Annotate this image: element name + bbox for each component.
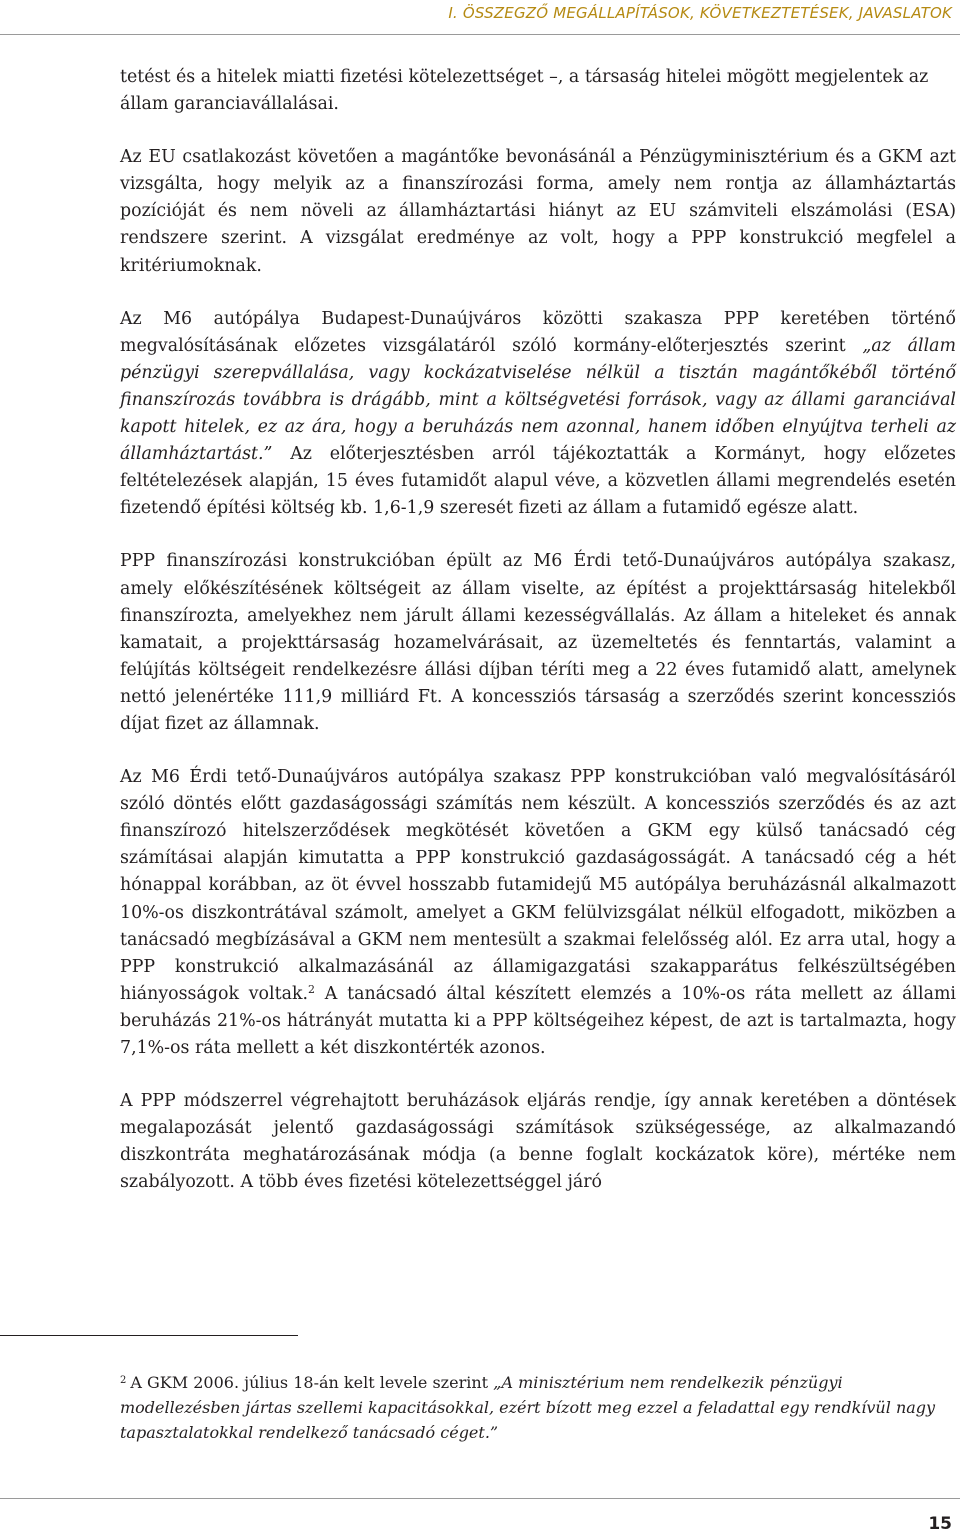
paragraph-5-continuation: A tanácsadó által készített elemzés a 10%-os ráta mellett az állami beruházás 21%-os hátrányát mutatta ki a PPP költségeihez képest, de azt is tartalmazta, hogy 7,1%-os ráta mellett a két diszkontérték azonos. xyxy=(120,983,956,1058)
footnote-reference[interactable]: 2 xyxy=(308,982,316,996)
running-header: I. ÖSSZEGZŐ MEGÁLLAPÍTÁSOK, KÖVETKEZTETÉSEK, JAVASLATOK xyxy=(448,4,952,22)
header-divider xyxy=(0,34,960,35)
government-proposal-quote: „az állam pénzügyi szerepvállalása, vagy kockázatviselése nélkül a tisztán magántőkéből történő finanszírozás továbbra is drágább, mint a költségvetési források, vagy az állami garanciával kapott hitelek, ez az ára, hogy a beruházás nem azonnal, hanem időben elnyújtva terheli az államháztartást.” xyxy=(120,335,956,465)
footnote-text: A GKM 2006. július 18-án kelt levele szerint xyxy=(130,1373,494,1392)
paragraph-2: Az EU csatlakozást követően a magántőke bevonásánál a Pénzügyminisztérium és a GKM azt vizsgálta, hogy melyik az a finanszírozási forma, amely nem rontja az államháztartás pozícióját és nem növeli az államháztartási hiányt az EU számviteli elszámolási (ESA) rendszere szerint. A vizsgálat eredménye az volt, hogy a PPP konstrukció megfelel a kritériumoknak. xyxy=(120,147,956,276)
paragraph-6: A PPP módszerrel végrehajtott beruházások eljárás rendje, így annak keretében a döntések megalapozását jelentő gazdaságossági számítások szükségessége, az alkalmazandó diszkontráta meghatározásának módja (a benne foglalt kockázatok köre), mértéke nem szabályozott. A több éves fizetési kötelezettséggel járó xyxy=(120,1091,956,1193)
footnote-number: 2 xyxy=(120,1375,127,1386)
paragraph-4: PPP finanszírozási konstrukcióban épült az M6 Érdi tető-Dunaújváros autópálya szakasz, amely előkészítésének költségeit az állam viselte, az építést a projekttársaság hitelekből finanszírozta, amelyekhez nem járult állami kezességvállalás. Az állam a hiteleket és annak kamatait, a projekttársaság hozamelvárásait, az üzemeltetés és fenntartás, valamint a felújítás költségeit rendelkezésre állási díjban téríti meg a 22 éves futamidő alatt, amelynek nettó jelenértéke 111,9 milliárd Ft. A koncessziós társaság a szerződés szerint koncessziós díjat fizet az államnak. xyxy=(120,551,956,734)
paragraph-5 xyxy=(120,764,956,1062)
body-text xyxy=(120,64,956,1196)
paragraph-3 xyxy=(120,306,956,523)
footnote-divider xyxy=(0,1335,298,1336)
paragraph-3-continuation: Az előterjesztésben arról tájékoztatták a Kormányt, hogy előzetes feltételezések alapján, 15 éves futamidőt alapul véve, a közvetlen állami megrendelés esetén fizetendő építési költség kb. 1,6-1,9 szeresét fizeti az állam a futamidő egésze alatt. xyxy=(120,444,956,519)
footnote xyxy=(120,1370,956,1445)
paragraph-5-text: Az M6 Érdi tető-Dunaújváros autópálya szakasz PPP konstrukcióban való megvalósításáról szóló döntés előtt gazdaságossági számítás nem készült. A koncessziós szerződés és az azt finanszírozó hitelszerződések megkötését követően a GKM egy külső tanácsadó cég számításai alapján kimutatta a PPP konstrukció gazdaságosságát. A tanácsadó cég a hét hónappal korábban, az öt évvel hosszabb futamidejű M5 autópálya beruházásnál alkalmazott 10%-os diszkontrátával számolt, amelyet a GKM felülvizsgálat nélkül elfogadott, miközben a tanácsadó megbízásával a GKM nem mentesült a szakmai felelősség alól. Ez arra utal, hogy a PPP konstrukció alkalmazásánál az államigazgatási szakapparátus felkészültségében hiányosságok voltak. xyxy=(120,767,956,1004)
page-number: 15 xyxy=(928,1514,952,1534)
footnote-quote: „A minisztérium nem rendelkezik pénzügyi modellezésben jártas szellemi kapacitásokkal, ezért bízott meg ezzel a feladattal egy rendkívül nagy tapasztalatokkal rendelkező tanácsadó céget.” xyxy=(120,1373,936,1442)
paragraph-3-text: Az M6 autópálya Budapest-Dunaújváros közötti szakasza PPP keretében történő megvalósításának előzetes vizsgálatáról szóló kormány-előterjesztés szerint xyxy=(120,308,956,356)
paragraph-1: tetést és a hitelek miatti fizetési kötelezettséget –, a társaság hitelei mögött megjelentek az állam garanciavállalásai. xyxy=(120,67,929,115)
footer-divider xyxy=(0,1498,960,1499)
